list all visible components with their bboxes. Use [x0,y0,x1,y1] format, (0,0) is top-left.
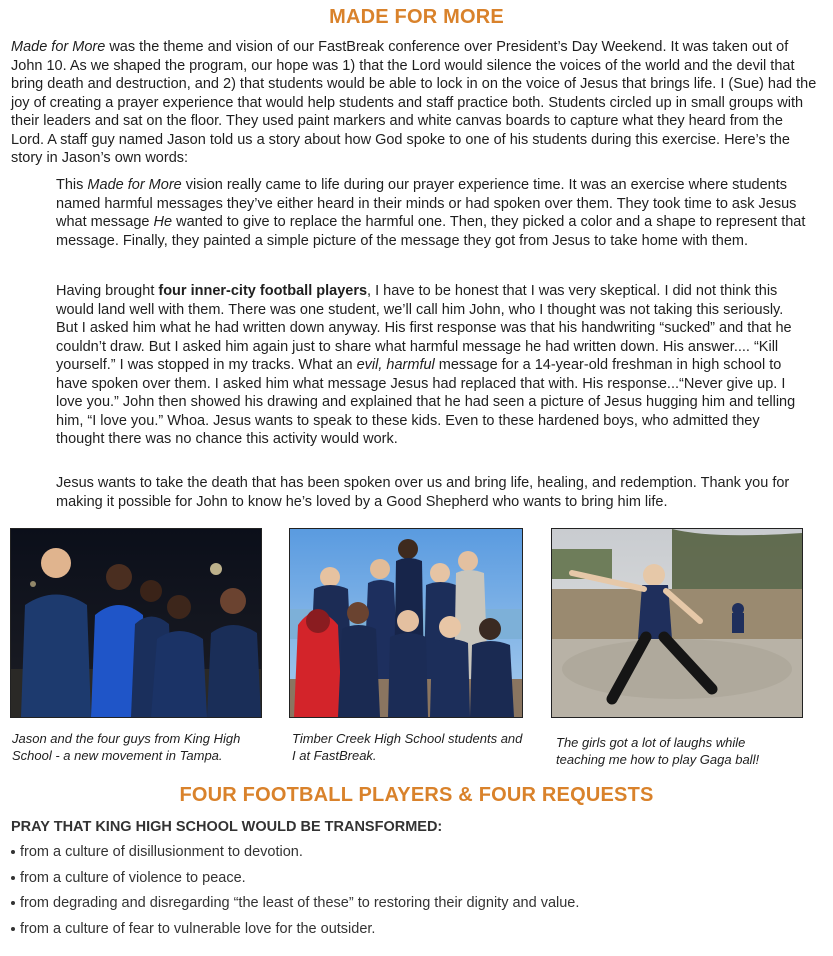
quote2-b: , I have to be honest that I was very skeptical. I did not think this would land well with them. There was one student, we’ll call him John, who I thought was not taking this seriously. But I asked him what he had written down anyway. His first response was that his handwriting “sucked” and that he couldn’t draw. But I asked him again just to share what harmful message he had written down. His answer.... “Kill yourself.” I was stopped in my tracks. What an [56,283,792,373]
list-item [11,894,579,920]
list-item [11,869,579,895]
bullet-icon [11,850,15,854]
intro-paragraph [11,38,819,168]
quote1-italic1: Made for More [87,177,182,193]
quote-paragraph-3: Jesus wants to take the death that has been spoken over us and bring life, healing, and redemption. Thank you for making it possible for John to know he’s loved by a Good Shepherd who wants to bring him life. [56,475,790,510]
quote1-italic2: He [153,214,173,230]
quote2-a: Having brought [56,283,159,299]
bullet-icon [11,927,15,931]
quote-paragraph-1 [56,176,806,250]
request-list [11,843,579,945]
quote2-c: message for a 14-year-old freshman in high school to have spoken over them. I asked him what message Jesus had replaced that with. His response...“Never give up. I love you.” John then showed his drawing and explained that he had seen a picture of Jesus hugging him and telling him, “I love you.” Whoa. Jesus wants to speak to these kids. Even to these hardened boys, who admitted they thought there was no chance this activity would work. [56,357,796,447]
intro-lead-italic: Made for More [11,39,106,55]
list-item [11,920,579,946]
caption-photo-3: The girls got a lot of laughs while teaching me how to play Gaga ball! [556,735,760,767]
photo-timber-creek-students [289,528,523,718]
quote2-italic: evil, harmful [356,357,435,373]
quote1-c: wanted to give to replace the harmful one. Then, they picked a color and a shape to represent that message. Finally, they painted a simple picture of the message they got from Jesus to take home with them. [56,214,806,249]
photo-gaga-ball [551,528,803,718]
caption-photo-1: Jason and the four guys from King High School - a new movement in Tampa. [12,731,241,763]
bullet-icon [11,901,15,905]
bullet-icon [11,876,15,880]
request-text: from degrading and disregarding “the least of these” to restoring their dignity and value. [20,895,580,911]
pray-heading: PRAY THAT KING HIGH SCHOOL WOULD BE TRANSFORMED: [11,819,443,835]
quote-paragraph-2 [56,282,806,449]
list-item [11,843,579,869]
request-text: from a culture of violence to peace. [20,869,246,886]
section-title-requests: FOUR FOOTBALL PLAYERS & FOUR REQUESTS [179,784,654,806]
caption-photo-2: Timber Creek High School students and I at FastBreak. [292,731,523,763]
photo-jason-and-four-guys [10,528,262,718]
page-title: MADE FOR MORE [329,6,504,28]
quote1-a: This [56,177,88,193]
request-text: from a culture of fear to vulnerable love for the outsider. [20,920,376,937]
intro-text: was the theme and vision of our FastBreak conference over President’s Day Weekend. It was taken out of John 10. As we shaped the program, our hope was 1) that the Lord would silence the voices of the world and the devil that bring death and destruction, and 2) that students would be able to lock in on the voice of Jesus that brings life. I (Sue) had the joy of creating a prayer experience that would help students and staff practice both. Students circled up in small groups with their leaders and sat on the floor. They used paint markers and white canvas boards to capture what they heard from the Lord. A staff guy named Jason told us a story about how God spoke to one of his students during this exercise. Here’s the story in Jason’s own words: [11,39,817,166]
quote2-bold: four inner-city football players [158,283,368,299]
quote1-b: vision really came to life during our prayer experience time. It was an exercise where students named harmful messages they’ve either heard in their minds or had spoken over them. They took time to ask Jesus what message [56,177,797,230]
request-text: from a culture of disillusionment to devotion. [20,844,303,860]
